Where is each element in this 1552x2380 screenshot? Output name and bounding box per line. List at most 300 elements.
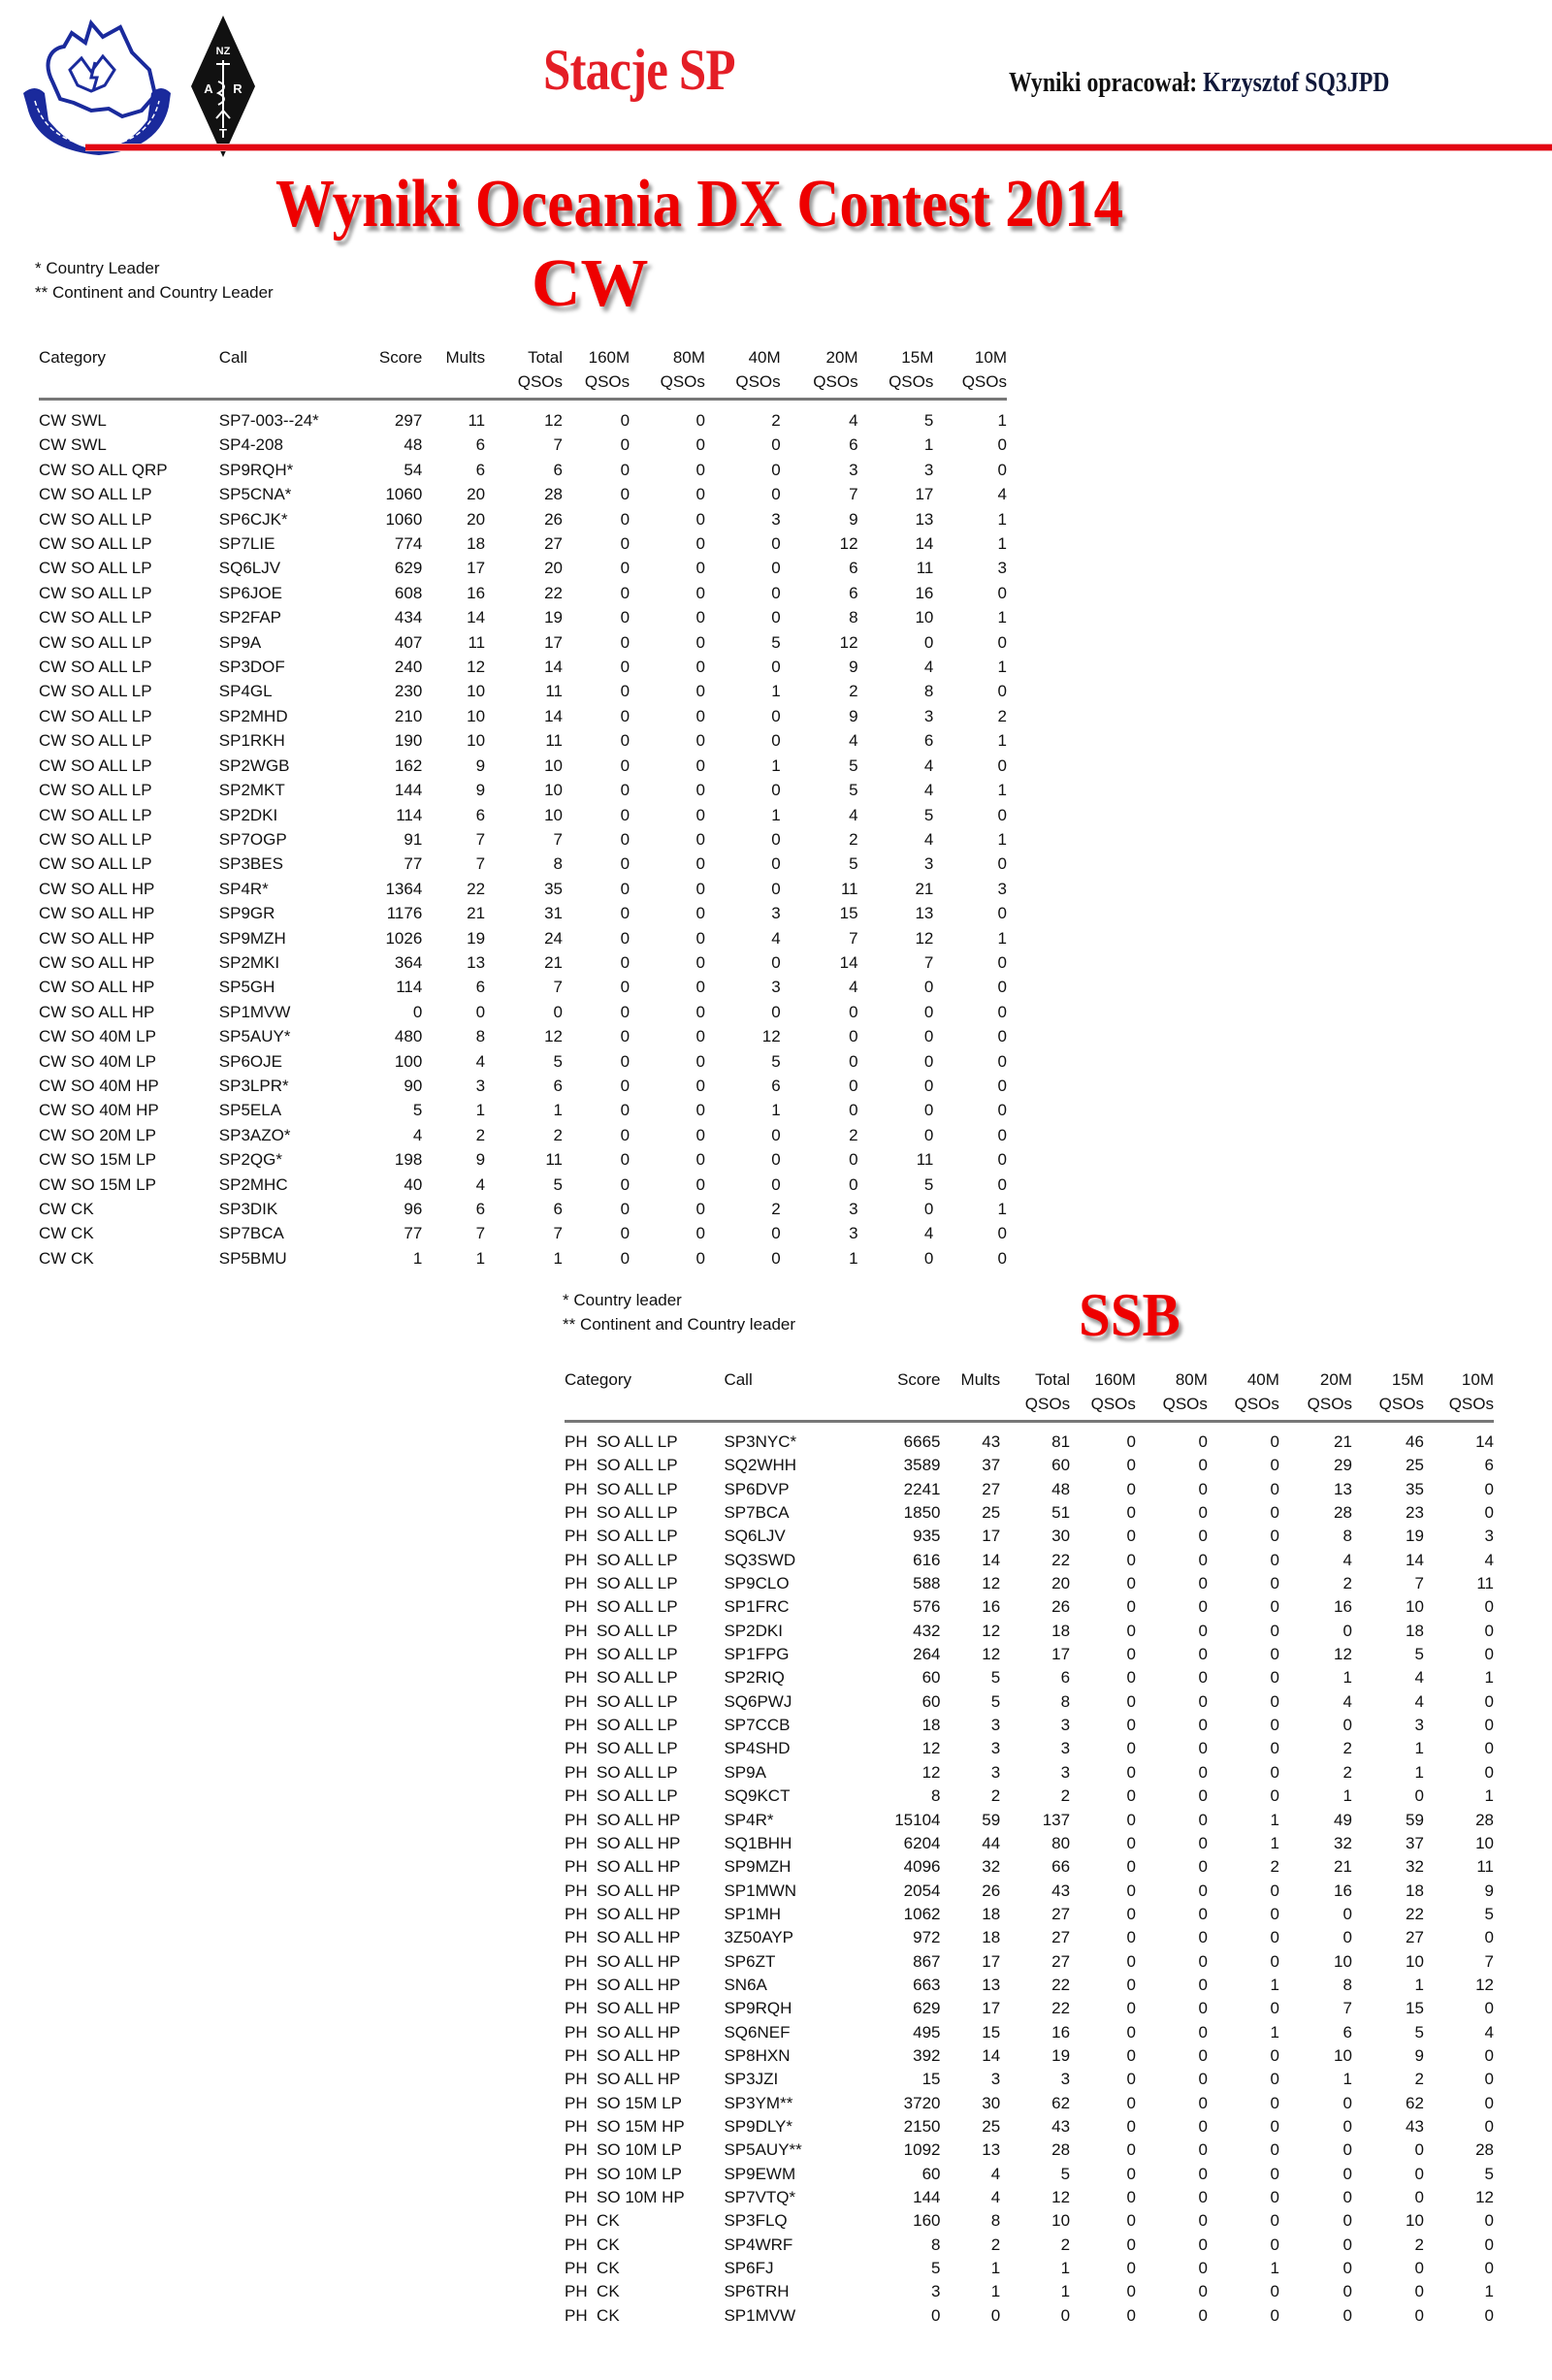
cell-total-qsos: 22	[1051, 1975, 1071, 1994]
cell-qsos-15m: 4	[1414, 1668, 1424, 1688]
cell-mults: 13	[982, 1975, 1001, 1994]
cell-call: SP2MHC	[218, 1174, 288, 1194]
cell-score: 77	[404, 1224, 423, 1243]
cell-score: 392	[913, 2045, 941, 2065]
column-header: Call	[218, 348, 248, 367]
cell-score: 364	[394, 952, 423, 972]
table-row	[39, 950, 1007, 975]
cell-category: PH SO ALL HP	[565, 1881, 681, 1900]
cell-mults: 7	[475, 829, 486, 849]
cell-qsos-15m: 0	[1414, 1786, 1424, 1806]
cell-qsos-10m: 0	[1484, 1928, 1494, 1947]
table-row	[39, 581, 1007, 605]
cell-score: 4096	[903, 1857, 941, 1877]
cell-score: 0	[412, 1002, 423, 1021]
cell-qsos-15m: 23	[1406, 1503, 1424, 1523]
cell-qsos-80m: 0	[695, 460, 705, 479]
cell-total-qsos: 10	[544, 756, 564, 775]
cell-score: 3	[931, 2282, 941, 2301]
cell-category: CW SO ALL LP	[39, 682, 152, 701]
cell-category: PH SO ALL HP	[565, 1928, 681, 1947]
cell-score: 2150	[903, 2116, 941, 2136]
cell-score: 0	[931, 2305, 941, 2325]
cell-qsos-10m: 1	[997, 731, 1007, 751]
cell-qsos-40m: 0	[1270, 2093, 1279, 2112]
column-header-sub: QSOs	[630, 370, 705, 400]
cell-total-qsos: 12	[544, 1027, 564, 1046]
cell-call: SP6FJ	[724, 2259, 774, 2278]
cell-qsos-40m: 0	[1270, 1668, 1279, 1688]
ssb-section-title: SSB	[1079, 1280, 1180, 1349]
cell-qsos-15m: 0	[1414, 2164, 1424, 2183]
cell-qsos-10m: 0	[997, 854, 1007, 874]
cell-qsos-160m: 0	[1126, 1857, 1136, 1877]
cell-total-qsos: 0	[553, 1002, 564, 1021]
cell-category: CW SO ALL LP	[39, 781, 152, 800]
cell-qsos-20m: 12	[839, 632, 858, 652]
cell-total-qsos: 28	[1051, 2140, 1071, 2160]
cell-qsos-20m: 0	[849, 1027, 858, 1046]
cell-call: SP3AZO*	[218, 1125, 291, 1144]
cell-score: 1060	[385, 485, 423, 504]
cell-category: PH SO ALL LP	[565, 1479, 678, 1498]
cell-qsos-80m: 0	[1198, 2259, 1208, 2278]
cell-category: PH CK	[565, 2282, 620, 2301]
cell-category: CW SWL	[39, 411, 107, 430]
cell-call: SP9CLO	[724, 1574, 790, 1593]
cell-qsos-160m: 0	[620, 1027, 630, 1046]
cell-qsos-15m: 4	[923, 658, 934, 677]
cell-total-qsos: 22	[1051, 1999, 1071, 2018]
cell-score: 230	[394, 682, 423, 701]
svg-text:R: R	[233, 81, 242, 96]
cell-total-qsos: 7	[553, 435, 564, 455]
cell-mults: 3	[990, 2070, 1001, 2089]
cell-qsos-160m: 0	[620, 879, 630, 898]
cell-mults: 12	[982, 1645, 1001, 1664]
cell-qsos-40m: 0	[771, 1248, 781, 1268]
cell-qsos-80m: 0	[695, 706, 705, 725]
cell-qsos-15m: 1	[1414, 1762, 1424, 1782]
cell-qsos-40m: 0	[1270, 2070, 1279, 2089]
cell-total-qsos: 3	[1060, 1739, 1071, 1758]
cell-score: 6665	[903, 1432, 941, 1451]
cell-qsos-160m: 0	[620, 583, 630, 602]
cell-qsos-10m: 0	[1484, 2259, 1494, 2278]
cell-score: 8	[931, 2235, 941, 2254]
cell-qsos-40m: 0	[771, 1150, 781, 1170]
cell-qsos-160m: 0	[1126, 1810, 1136, 1829]
ssb-table-body	[565, 1431, 1494, 2328]
cell-qsos-20m: 32	[1334, 1833, 1352, 1852]
table-row	[565, 2209, 1494, 2233]
cell-category: PH SO ALL LP	[565, 1691, 678, 1711]
cell-score: 12	[922, 1762, 941, 1782]
table-row	[39, 926, 1007, 950]
cell-qsos-40m: 0	[1270, 1527, 1279, 1546]
column-header: 20M	[1319, 1370, 1352, 1389]
table-row	[39, 778, 1007, 802]
cell-call: SP2QG*	[218, 1150, 282, 1170]
cell-call: SP2MHD	[218, 706, 288, 725]
cell-call: SP7BCA	[218, 1224, 284, 1243]
cell-qsos-10m: 0	[1484, 2235, 1494, 2254]
cell-qsos-10m: 28	[1475, 1810, 1494, 1829]
cell-total-qsos: 6	[1060, 1668, 1071, 1688]
cell-qsos-15m: 1	[923, 435, 934, 455]
cell-category: PH SO 10M LP	[565, 2140, 682, 2160]
cell-call: SP5ELA	[218, 1101, 282, 1120]
cell-qsos-15m: 0	[923, 1101, 934, 1120]
cell-mults: 6	[475, 978, 486, 997]
cell-qsos-10m: 28	[1475, 2140, 1494, 2160]
cell-mults: 4	[990, 2188, 1001, 2206]
cell-qsos-80m: 0	[1198, 1739, 1208, 1758]
cell-qsos-80m: 0	[695, 583, 705, 602]
table-row	[565, 2092, 1494, 2115]
cell-qsos-80m: 0	[695, 1002, 705, 1021]
cell-qsos-10m: 0	[1484, 2045, 1494, 2065]
cell-qsos-80m: 0	[695, 805, 705, 824]
column-header: Category	[565, 1370, 631, 1389]
cell-total-qsos: 2	[1060, 2235, 1071, 2254]
cell-qsos-15m: 0	[923, 978, 934, 997]
table-row	[565, 1974, 1494, 1997]
cell-call: SN6A	[724, 1975, 767, 1994]
author-name: Krzysztof SQ3JPD	[1203, 68, 1390, 98]
column-header: 80M	[1175, 1370, 1208, 1389]
cell-qsos-15m: 5	[923, 411, 934, 430]
table-row	[39, 754, 1007, 778]
cell-score: 15	[922, 2070, 941, 2089]
cell-score: 297	[394, 411, 423, 430]
cell-category: PH CK	[565, 2259, 620, 2278]
cell-mults: 30	[982, 2093, 1001, 2112]
cell-qsos-10m: 1	[997, 534, 1007, 554]
cell-qsos-15m: 22	[1406, 1904, 1424, 1923]
cell-call: SP2WGB	[218, 756, 290, 775]
cell-qsos-80m: 0	[695, 534, 705, 554]
cell-qsos-15m: 5	[1414, 2022, 1424, 2042]
cell-qsos-20m: 6	[1342, 2022, 1352, 2042]
cell-call: SP4R*	[218, 879, 269, 898]
cell-mults: 4	[475, 1174, 486, 1194]
cell-total-qsos: 1	[553, 1101, 564, 1120]
cell-qsos-20m: 2	[849, 682, 858, 701]
cell-qsos-20m: 0	[1342, 2116, 1352, 2136]
cell-total-qsos: 27	[544, 534, 564, 554]
cell-category: PH SO 15M LP	[565, 2093, 682, 2112]
cell-qsos-10m: 4	[1484, 1550, 1494, 1569]
cell-qsos-160m: 0	[620, 928, 630, 948]
cell-total-qsos: 1	[1060, 2259, 1071, 2278]
column-header-sub: QSOs	[1070, 1392, 1136, 1422]
cell-category: CW SO ALL LP	[39, 658, 152, 677]
table-row	[565, 2234, 1494, 2257]
cell-qsos-15m: 3	[923, 706, 934, 725]
cell-call: SP6JOE	[218, 583, 282, 602]
cell-qsos-80m: 0	[695, 411, 705, 430]
cell-qsos-15m: 4	[923, 829, 934, 849]
cell-mults: 16	[982, 1597, 1001, 1617]
cell-category: CW CK	[39, 1248, 94, 1268]
cell-qsos-10m: 1	[997, 829, 1007, 849]
column-header-sub: QSOs	[1279, 1392, 1352, 1422]
svg-text:NZ: NZ	[215, 46, 231, 57]
cell-qsos-80m: 0	[695, 1101, 705, 1120]
cell-score: 40	[404, 1174, 423, 1194]
cell-mults: 18	[467, 534, 486, 554]
cell-call: SP7CCB	[724, 1716, 791, 1735]
cell-qsos-20m: 4	[1342, 1691, 1352, 1711]
cell-qsos-15m: 0	[923, 1002, 934, 1021]
cell-call: SP9MZH	[218, 928, 286, 948]
cell-total-qsos: 7	[553, 829, 564, 849]
cell-score: 15104	[894, 1810, 941, 1829]
cell-mults: 7	[475, 1224, 486, 1243]
cell-call: SP7BCA	[724, 1503, 790, 1523]
column-header-sub: QSOs	[1208, 1392, 1279, 1422]
cell-qsos-80m: 0	[1198, 1904, 1208, 1923]
cell-call: SQ6LJV	[218, 559, 281, 578]
cell-score: 3589	[903, 1456, 941, 1475]
table-row	[39, 655, 1007, 679]
column-header: 160M	[1094, 1370, 1136, 1389]
cell-qsos-10m: 1	[997, 1200, 1007, 1218]
legend-continent-leader: ** Continent and Country leader	[563, 1315, 796, 1334]
cell-call: SP5CNA*	[218, 485, 292, 504]
cell-qsos-15m: 21	[915, 879, 934, 898]
table-row	[39, 975, 1007, 999]
cell-qsos-15m: 0	[923, 1125, 934, 1144]
cell-qsos-20m: 21	[1334, 1432, 1352, 1451]
cell-mults: 8	[475, 1027, 486, 1046]
cell-call: SP9MZH	[724, 1857, 792, 1877]
cell-total-qsos: 30	[1051, 1527, 1071, 1546]
column-header-sub: QSOs	[781, 370, 858, 400]
cell-qsos-160m: 0	[620, 904, 630, 923]
cell-qsos-15m: 13	[915, 904, 934, 923]
cell-qsos-15m: 25	[1406, 1456, 1424, 1475]
cell-total-qsos: 48	[1051, 1479, 1071, 1498]
cell-category: PH SO ALL HP	[565, 2070, 681, 2089]
cell-qsos-10m: 9	[1484, 1881, 1494, 1900]
cell-qsos-40m: 1	[771, 805, 781, 824]
cell-qsos-10m: 0	[997, 978, 1007, 997]
cell-qsos-15m: 2	[1414, 2070, 1424, 2089]
cell-mults: 4	[990, 2164, 1001, 2183]
table-row	[39, 1024, 1007, 1048]
table-row	[39, 531, 1007, 556]
cell-qsos-15m: 10	[1406, 2211, 1424, 2231]
cell-qsos-160m: 0	[620, 1076, 630, 1095]
column-header: Category	[39, 348, 106, 367]
cell-mults: 12	[982, 1621, 1001, 1640]
cell-category: CW SO ALL LP	[39, 706, 152, 725]
cell-qsos-160m: 0	[620, 829, 630, 849]
cell-qsos-40m: 0	[771, 583, 781, 602]
cell-qsos-80m: 0	[1198, 1432, 1208, 1451]
cell-qsos-160m: 0	[1126, 2164, 1136, 2183]
cell-qsos-10m: 3	[997, 879, 1007, 898]
cell-qsos-160m: 0	[620, 534, 630, 554]
cell-score: 60	[922, 1691, 941, 1711]
cell-qsos-40m: 0	[1270, 2045, 1279, 2065]
cell-call: SQ6LJV	[724, 1527, 786, 1546]
cell-category: PH SO ALL HP	[565, 1904, 681, 1923]
cell-qsos-15m: 13	[915, 509, 934, 529]
cell-qsos-40m: 0	[1270, 1881, 1279, 1900]
cell-score: 1364	[385, 879, 423, 898]
cell-qsos-80m: 0	[695, 1224, 705, 1243]
cell-qsos-40m: 0	[771, 731, 781, 751]
cell-qsos-15m: 16	[915, 583, 934, 602]
cell-call: SP9RQH*	[218, 460, 294, 479]
cell-mults: 17	[467, 559, 486, 578]
cell-category: PH SO ALL LP	[565, 1432, 678, 1451]
cell-qsos-10m: 0	[997, 756, 1007, 775]
cell-qsos-40m: 0	[1270, 1716, 1279, 1735]
cell-qsos-80m: 0	[695, 1076, 705, 1095]
cell-qsos-15m: 0	[923, 1200, 934, 1218]
cell-mults: 25	[982, 1503, 1001, 1523]
cell-qsos-80m: 0	[1198, 2235, 1208, 2254]
cell-qsos-40m: 0	[1270, 2305, 1279, 2325]
cell-mults: 1	[475, 1101, 486, 1120]
cell-qsos-80m: 0	[1198, 2305, 1208, 2325]
cell-total-qsos: 14	[544, 658, 564, 677]
cell-total-qsos: 11	[545, 731, 564, 751]
table-row	[565, 1501, 1494, 1525]
cell-qsos-80m: 0	[695, 485, 705, 504]
cell-score: 264	[913, 1645, 941, 1664]
cell-total-qsos: 80	[1051, 1833, 1071, 1852]
cell-qsos-80m: 0	[695, 632, 705, 652]
cell-total-qsos: 5	[1060, 2164, 1071, 2183]
cell-score: 1062	[903, 1904, 941, 1923]
cell-qsos-20m: 0	[1342, 2140, 1352, 2160]
cell-qsos-10m: 0	[997, 1027, 1007, 1046]
cell-category: PH SO ALL HP	[565, 1999, 681, 2018]
column-header-sub: QSOs	[1424, 1392, 1494, 1422]
cell-qsos-80m: 0	[1198, 1597, 1208, 1617]
cell-category: CW SO ALL HP	[39, 1002, 155, 1021]
cell-qsos-15m: 8	[923, 682, 934, 701]
cell-total-qsos: 10	[1051, 2211, 1071, 2231]
cell-qsos-20m: 21	[1334, 1857, 1352, 1877]
cell-qsos-20m: 29	[1334, 1456, 1352, 1475]
cell-qsos-20m: 2	[1342, 1739, 1352, 1758]
cell-mults: 1	[475, 1248, 486, 1268]
cell-qsos-160m: 0	[1126, 1833, 1136, 1852]
cell-mults: 19	[467, 928, 486, 948]
cell-qsos-80m: 0	[1198, 2093, 1208, 2112]
cell-mults: 37	[982, 1456, 1001, 1475]
cell-qsos-40m: 3	[771, 978, 781, 997]
cell-total-qsos: 35	[544, 879, 564, 898]
cell-qsos-40m: 0	[771, 829, 781, 849]
cell-qsos-80m: 0	[695, 1150, 705, 1170]
cell-qsos-20m: 2	[1342, 1574, 1352, 1593]
cell-qsos-15m: 3	[923, 854, 934, 874]
nzart-logo	[189, 14, 257, 159]
cell-category: PH SO ALL LP	[565, 1786, 678, 1806]
cell-category: PH SO ALL HP	[565, 1975, 681, 1994]
cell-qsos-10m: 0	[997, 1002, 1007, 1021]
cell-qsos-80m: 0	[1198, 2045, 1208, 2065]
cell-score: 972	[913, 1928, 941, 1947]
cell-qsos-80m: 0	[1198, 1527, 1208, 1546]
cell-qsos-160m: 0	[1126, 1621, 1136, 1640]
cell-category: CW SO ALL HP	[39, 952, 155, 972]
cell-qsos-20m: 0	[1342, 2164, 1352, 2183]
cell-qsos-15m: 7	[1414, 1574, 1424, 1593]
cell-qsos-20m: 15	[839, 904, 858, 923]
table-row	[565, 1549, 1494, 1572]
table-row	[565, 2068, 1494, 2091]
cell-qsos-20m: 0	[849, 1101, 858, 1120]
cell-qsos-40m: 0	[1270, 1999, 1279, 2018]
table-row	[565, 1431, 1494, 1454]
table-row	[39, 803, 1007, 827]
cell-category: CW SO ALL LP	[39, 509, 152, 529]
cell-mults: 8	[990, 2211, 1001, 2231]
cell-score: 190	[394, 731, 423, 751]
cell-qsos-160m: 0	[620, 658, 630, 677]
cell-category: CW SO ALL LP	[39, 756, 152, 775]
cell-qsos-10m: 12	[1475, 1975, 1494, 1994]
cell-qsos-40m: 0	[771, 435, 781, 455]
cell-qsos-40m: 0	[1270, 1739, 1279, 1758]
cell-qsos-40m: 0	[1270, 1951, 1279, 1971]
cell-qsos-160m: 0	[620, 1125, 630, 1144]
legend-continent-leader: ** Continent and Country Leader	[35, 283, 274, 302]
cell-qsos-10m: 1	[1484, 2282, 1494, 2301]
cell-total-qsos: 3	[1060, 1716, 1071, 1735]
cell-qsos-10m: 12	[1475, 2188, 1494, 2206]
table-row	[39, 1074, 1007, 1098]
cell-qsos-10m: 3	[1484, 1527, 1494, 1546]
column-header-sub: QSOs	[705, 370, 781, 400]
cell-category: PH SO ALL LP	[565, 1645, 678, 1664]
cell-qsos-15m: 10	[1406, 1597, 1424, 1617]
cell-score: 8	[931, 1786, 941, 1806]
cell-qsos-40m: 4	[771, 928, 781, 948]
cell-qsos-80m: 0	[1198, 1762, 1208, 1782]
cell-qsos-20m: 10	[1334, 1951, 1352, 1971]
cell-total-qsos: 26	[1051, 1597, 1071, 1617]
cell-category: CW SO ALL LP	[39, 829, 152, 849]
table-row	[565, 1666, 1494, 1689]
cell-category: CW SO ALL HP	[39, 978, 155, 997]
cell-qsos-160m: 0	[620, 781, 630, 800]
cell-call: SP1MWN	[724, 1881, 797, 1900]
cell-qsos-40m: 0	[771, 485, 781, 504]
cell-score: 867	[913, 1951, 941, 1971]
cell-total-qsos: 1	[553, 1248, 564, 1268]
cell-qsos-20m: 6	[849, 559, 858, 578]
cell-qsos-40m: 0	[771, 952, 781, 972]
cell-total-qsos: 10	[544, 781, 564, 800]
cell-qsos-10m: 0	[1484, 1762, 1494, 1782]
table-row	[565, 2021, 1494, 2044]
cell-qsos-80m: 0	[1198, 1621, 1208, 1640]
cell-mults: 1	[990, 2282, 1001, 2301]
cell-qsos-80m: 0	[695, 1174, 705, 1194]
cell-qsos-160m: 0	[1126, 1597, 1136, 1617]
column-header-sub: QSOs	[485, 370, 563, 400]
cell-score: 663	[913, 1975, 941, 1994]
